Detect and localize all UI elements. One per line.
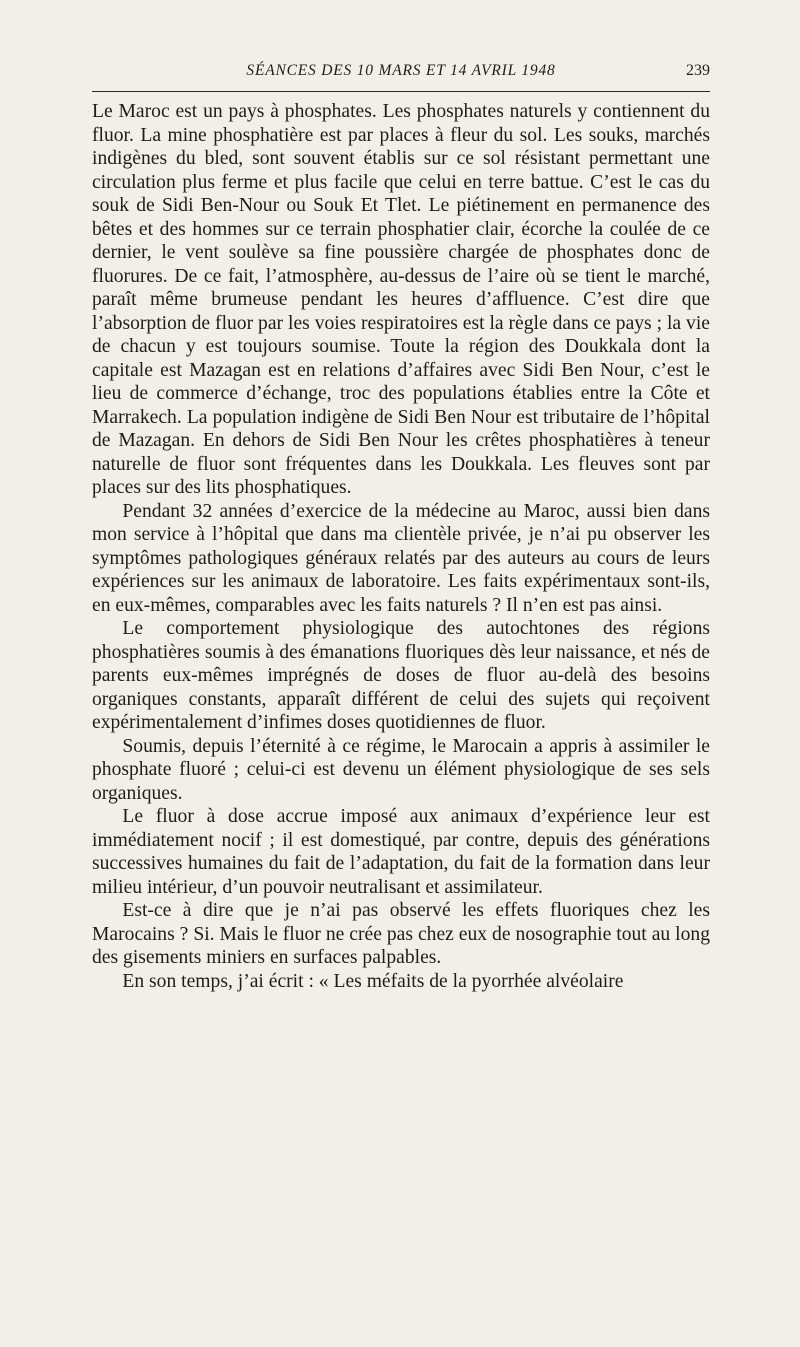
running-title: SÉANCES DES 10 MARS ET 14 AVRIL 1948 <box>246 62 556 79</box>
running-head <box>92 62 710 84</box>
header-rule <box>92 91 710 92</box>
paragraph-pyorrhea: En son temps, j’ai écrit : « Les méfaits de la pyorrhée alvéolaire <box>122 970 624 992</box>
paragraph-physiology: Le comportement physiologique des autochtones des régions phosphatières soumis à des émanations fluoriques dès leur naissance, et nés de parents eux-mêmes imprégnés de doses de fluor au-delà des besoins organiques constants, apparaît différent de celui des sujets qui reçoivent expérimentalement d’infimes doses quotidiennes de fluor. <box>92 618 710 733</box>
paragraph-observed-effects: Est-ce à dire que je n’ai pas observé les effets fluoriques chez les Marocains ? Si. Mais le fluor ne crée pas chez eux de nosographie tout au long des gisements miniers en surfaces palpables. <box>92 900 710 968</box>
paragraph-experience: Pendant 32 années d’exercice de la médecine au Maroc, aussi bien dans mon service à l’hôpital que dans ma clientèle privée, je n’ai pu observer les symptômes pathologiques généraux relatés par des auteurs au cours de leurs expériences sur les animaux de laboratoire. Les faits expérimentaux sont-ils, en eux-mêmes, comparables avec les faits naturels ? Il n’en est pas ainsi. <box>92 500 710 616</box>
body-text <box>92 100 710 993</box>
page-number: 239 <box>686 62 710 79</box>
paragraph-phosphates: Le Maroc est un pays à phosphates. Les phosphates naturels y contiennent du fluor. La mine phosphatière est par places à fleur du sol. Les souks, marchés indigènes du bled, sont souvent établis sur ce sol résistant permettant une circulation plus ferme et plus facile que celui en terre battue. C’est le cas du souk de Sidi Ben-Nour ou Souk Et Tlet. Le piétinement en permanence des bêtes et des hommes sur ce terrain phosphatier clair, écorche la coulée de ce dernier, le vent soulève sa fine poussière chargée de phosphates donc de fluorures. De ce fait, l’atmosphère, au-dessus de l’aire où se tient le marché, paraît même brumeuse pendant les heures d’affluence. C’est dire que l’absorption de fluor par les voies respiratoires est la règle dans ce pays ; la vie de chacun y est toujours soumise. Toute la région des Doukkala dont la capitale est Mazagan est en relations d’affaires avec Sidi Ben Nour, c’est le lieu de commerce d’échange, troc des populations établies entre la Côte et Marrakech. La population indigène de Sidi Ben Nour est tributaire de l’hôpital de Mazagan. En dehors de Sidi Ben Nour les crêtes phosphatières à teneur naturelle de fluor sont fréquentes dans les Doukkala. Les fleuves sont par places sur des lits phosphatiques. <box>92 101 710 498</box>
paragraph-fluor-dose: Le fluor à dose accrue imposé aux animaux d’expérience leur est immédiatement nocif ; il est domestiqué, par contre, depuis des générations successives humaines du fait de l’adaptation, du fait de la formation dans leur milieu intérieur, d’un pouvoir neutralisant et assimilateur. <box>92 806 710 898</box>
paragraph-adaptation: Soumis, depuis l’éternité à ce régime, le Marocain a appris à assimiler le phosphate fluoré ; celui-ci est devenu un élément physiologique de ses sels organiques. <box>92 735 710 804</box>
